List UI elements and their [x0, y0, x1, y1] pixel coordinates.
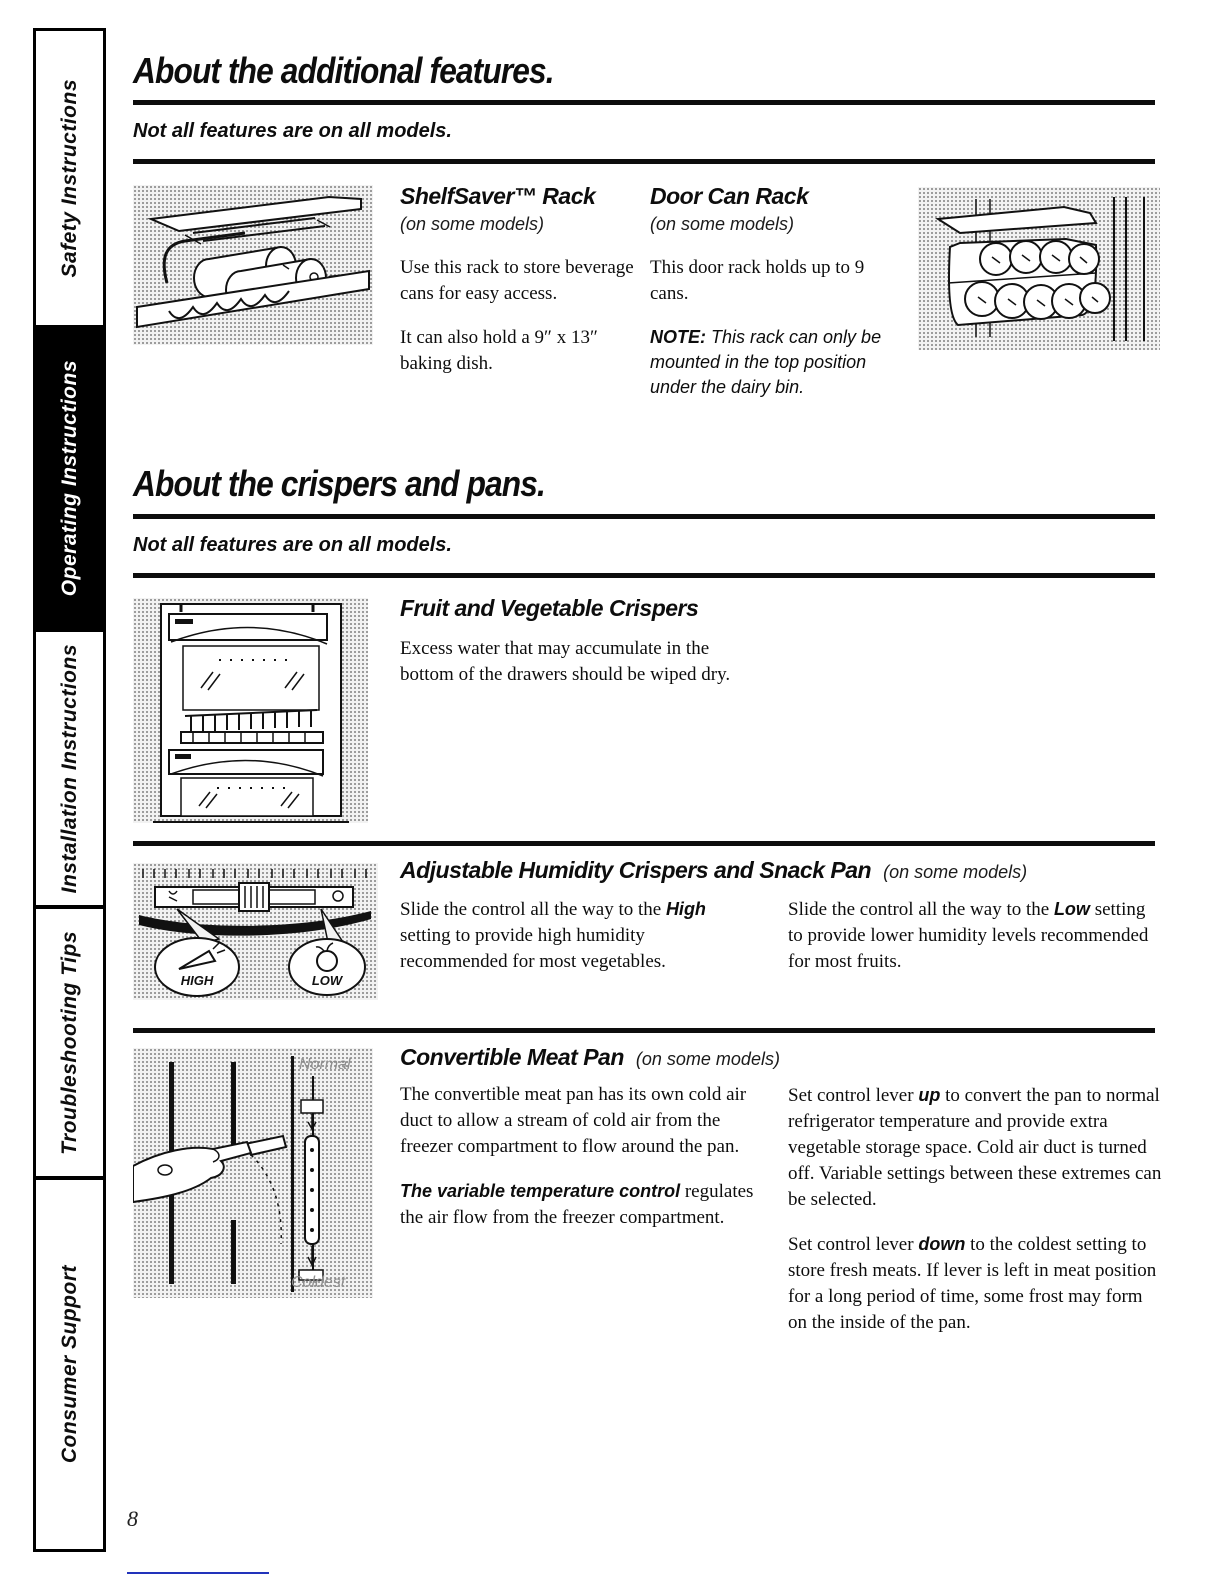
meat-pan-col2-p2: Set control lever down to the coldest setting to store fresh meats. If lever is left in meat position for a long period of time, some frost may form on the inside of the pan.	[788, 1234, 1157, 1333]
sidebar-item-consumer-support	[36, 1176, 103, 1549]
door-rack-column	[650, 183, 900, 418]
divider	[133, 100, 1155, 105]
humidity-heading-row	[400, 857, 1027, 884]
meat-pan-col2	[788, 1082, 1166, 1354]
meat-pan-heading-row	[400, 1044, 780, 1071]
page-number: 8	[127, 1506, 138, 1531]
sidebar-label: Troubleshooting Tips	[57, 930, 81, 1155]
normal-label: Normal	[299, 1056, 351, 1073]
variable-temperature-control-bold: The variable temperature control	[400, 1181, 681, 1201]
crispers-heading: Fruit and Vegetable Crispers	[400, 595, 699, 621]
humidity-col1-paragraph: Slide the control all the way to the High setting to provide high humidity recommended for most vegetables.	[400, 899, 706, 972]
humidity-col1	[400, 896, 755, 993]
divider	[133, 514, 1155, 519]
high-label: HIGH	[180, 973, 214, 988]
sidebar-item-installation-instructions	[36, 628, 103, 905]
divider	[133, 1028, 1155, 1033]
section1-title: About the additional features.	[133, 50, 554, 91]
sidebar-item-troubleshooting-tips	[36, 905, 103, 1176]
sidebar-label: Operating Instructions	[57, 360, 81, 597]
humidity-control-illustration	[133, 863, 378, 1000]
low-label: LOW	[311, 973, 343, 988]
humidity-heading: Adjustable Humidity Crispers and Snack Pan	[400, 857, 872, 883]
shelfsaver-column	[400, 183, 635, 395]
sidebar-item-safety-instructions	[36, 31, 103, 325]
sidebar-label: Safety Instructions	[57, 78, 81, 278]
door-rack-paragraph: This door rack holds up to 9 cans.	[650, 257, 865, 304]
door-can-rack-drawing	[918, 187, 1160, 350]
shelfsaver-heading: ShelfSaver™ Rack	[400, 183, 596, 209]
note-text: This rack can only be mounted in the top position under the dairy bin.	[650, 327, 882, 397]
door-rack-models-note: (on some models)	[650, 214, 795, 234]
shelfsaver-paragraph: It can also hold a 9″ x 13″ baking dish.	[400, 327, 598, 374]
shelfsaver-rack-illustration	[133, 185, 373, 345]
crispers-drawing	[133, 598, 368, 823]
humidity-col2	[788, 896, 1160, 993]
up-bold: up	[918, 1085, 941, 1105]
shelfsaver-rack-drawing	[133, 185, 373, 345]
note-label: NOTE:	[650, 327, 706, 347]
section2-title: About the crispers and pans.	[133, 463, 545, 504]
sidebar-item-operating-instructions	[36, 325, 103, 628]
divider	[133, 841, 1155, 846]
section2-subtitle: Not all features are on all models.	[133, 534, 452, 556]
section-tabs-sidebar	[33, 28, 106, 1552]
meat-pan-col1-p1: The convertible meat pan has its own cold air duct to allow a stream of cold air from the freezer compartment to flow around the pan.	[400, 1084, 747, 1157]
low-setting-bold: Low	[1053, 899, 1090, 919]
meat-pan-col1	[400, 1082, 762, 1249]
meat-pan-col2-p1: Set control lever up to convert the pan to normal refrigerator temperature and provide extra vegetable storage space. Cold air duct is turned off. Variable settings between these extremes can be selected.	[788, 1085, 1162, 1210]
door-can-rack-illustration	[918, 187, 1160, 350]
shelfsaver-paragraph: Use this rack to store beverage cans for easy access.	[400, 257, 634, 304]
sidebar-label: Consumer Support	[57, 1265, 81, 1464]
coldest-label: Coldest	[291, 1274, 346, 1291]
footer-line	[127, 1572, 269, 1574]
divider	[133, 159, 1155, 164]
meat-pan-heading: Convertible Meat Pan	[400, 1044, 624, 1070]
door-rack-note	[650, 325, 900, 400]
door-rack-heading: Door Can Rack	[650, 183, 809, 209]
section1-subtitle: Not all features are on all models.	[133, 120, 452, 142]
humidity-col2-paragraph: Slide the control all the way to the Low setting to provide lower humidity levels recommended for most fruits.	[788, 899, 1149, 972]
crispers-paragraph: Excess water that may accumulate in the bottom of the drawers should be wiped dry.	[400, 638, 731, 685]
meat-pan-models-note: (on some models)	[635, 1049, 780, 1069]
high-setting-bold: High	[665, 899, 706, 919]
meat-pan-illustration	[133, 1048, 373, 1298]
down-bold: down	[918, 1234, 966, 1254]
shelfsaver-models-note: (on some models)	[400, 214, 545, 234]
crispers-illustration	[133, 598, 368, 823]
meat-pan-col1-p2: The variable temperature control regulates the air flow from the freezer compartment.	[400, 1181, 754, 1228]
crispers-column	[400, 595, 750, 706]
divider	[133, 573, 1155, 578]
sidebar-label: Installation Instructions	[57, 643, 81, 894]
meat-pan-drawing	[133, 1048, 373, 1298]
humidity-models-note: (on some models)	[883, 862, 1028, 882]
